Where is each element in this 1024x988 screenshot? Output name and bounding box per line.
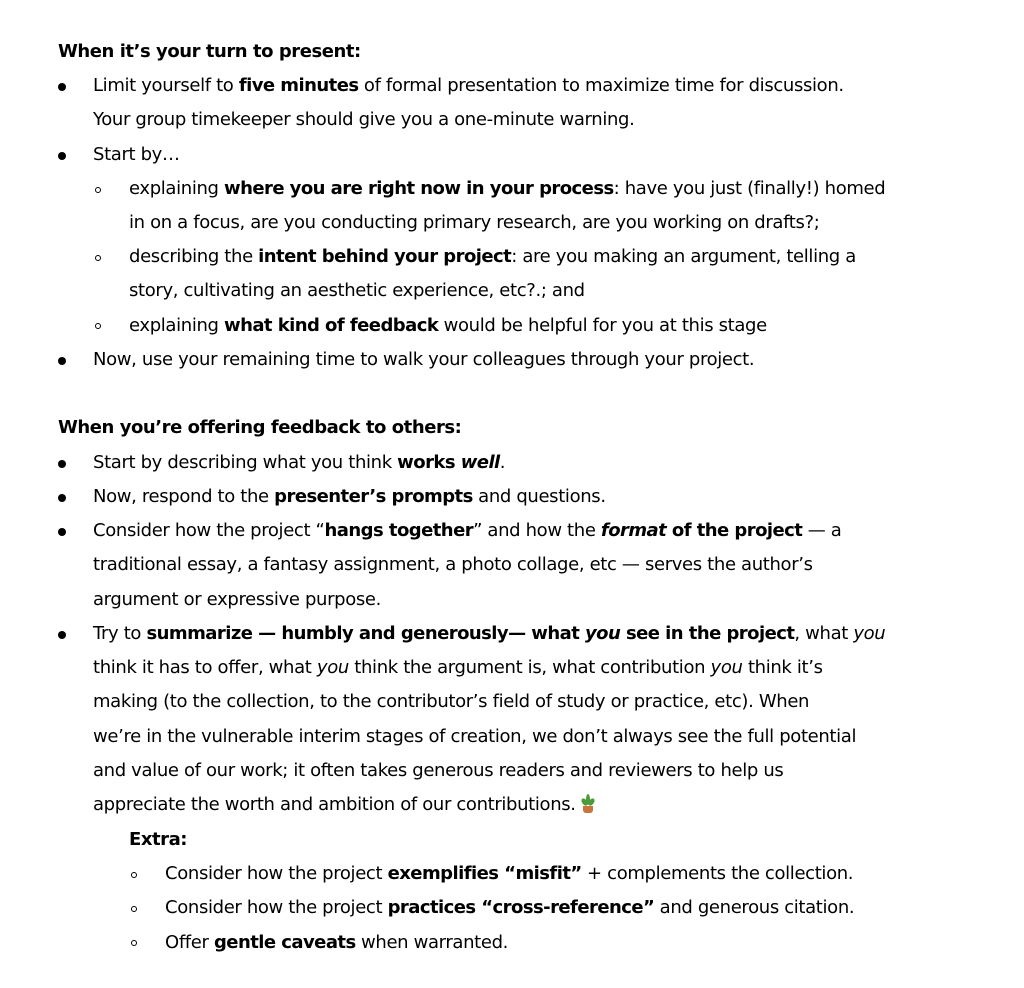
list-item-time-limit: Limit yourself to five minutes of formal presentation to maximize time for discussion.	[93, 75, 844, 96]
bullet-icon	[58, 152, 66, 160]
sub-item-feedback-kind: explaining what kind of feedback would be helpful for you at this stage	[129, 315, 767, 336]
list-item-hangs-together-cont: argument or expressive purpose.	[93, 589, 381, 610]
bullet-icon	[58, 357, 66, 365]
section-heading-feedback: When you’re offering feedback to others:	[58, 417, 462, 438]
list-item-start-by: Start by…	[93, 144, 180, 165]
extra-item-cross-reference: Consider how the project practices “cross-reference” and generous citation.	[165, 897, 855, 918]
list-item-summarize-cont: making (to the collection, to the contributor’s field of study or practice, etc). When	[93, 691, 810, 712]
bullet-icon	[58, 83, 66, 91]
list-item-summarize-cont: we’re in the vulnerable interim stages of creation, we don’t always see the full potential	[93, 726, 857, 747]
list-item-works-well: Start by describing what you think works well.	[93, 452, 506, 473]
list-item-walkthrough: Now, use your remaining time to walk your colleagues through your project.	[93, 349, 755, 370]
list-item-summarize: Try to summarize — humbly and generously— what you see in the project, what you	[93, 623, 886, 644]
bullet-icon	[58, 631, 66, 639]
sub-item-process-cont: in on a focus, are you conducting primary research, are you working on drafts?;	[129, 212, 820, 233]
bullet-icon	[58, 460, 66, 468]
sub-bullet-icon	[95, 255, 101, 261]
extra-item-misfit: Consider how the project exemplifies “misfit” + complements the collection.	[165, 863, 854, 884]
list-item-summarize-cont: think it has to offer, what you think the argument is, what contribution you think it’s	[93, 657, 823, 678]
section-heading-present: When it’s your turn to present:	[58, 41, 361, 62]
list-item-time-limit-cont: Your group timekeeper should give you a one-minute warning.	[93, 109, 635, 130]
list-item-hangs-together: Consider how the project “hangs together” and how the format of the project — a	[93, 520, 842, 541]
sub-item-process: explaining where you are right now in your process: have you just (finally!) homed	[129, 178, 886, 199]
extra-label: Extra:	[129, 829, 188, 850]
list-item-summarize-cont: and value of our work; it often takes generous readers and reviewers to help us	[93, 760, 784, 781]
list-item-hangs-together-cont: traditional essay, a fantasy assignment, a photo collage, etc — serves the author’s	[93, 554, 813, 575]
sub-bullet-icon	[95, 187, 101, 193]
sub-item-intent: describing the intent behind your project: are you making an argument, telling a	[129, 246, 856, 267]
list-item-summarize-cont: appreciate the worth and ambition of our contributions.	[93, 788, 596, 822]
potted-plant-icon	[580, 793, 596, 813]
sub-bullet-icon	[131, 906, 137, 912]
bullet-icon	[58, 494, 66, 502]
sub-bullet-icon	[95, 323, 101, 329]
list-item-prompts: Now, respond to the presenter’s prompts and questions.	[93, 486, 606, 507]
bullet-icon	[58, 528, 66, 536]
extra-item-caveats: Offer gentle caveats when warranted.	[165, 932, 509, 953]
sub-bullet-icon	[131, 940, 137, 946]
sub-item-intent-cont: story, cultivating an aesthetic experience, etc?.; and	[129, 280, 585, 301]
sub-bullet-icon	[131, 872, 137, 878]
